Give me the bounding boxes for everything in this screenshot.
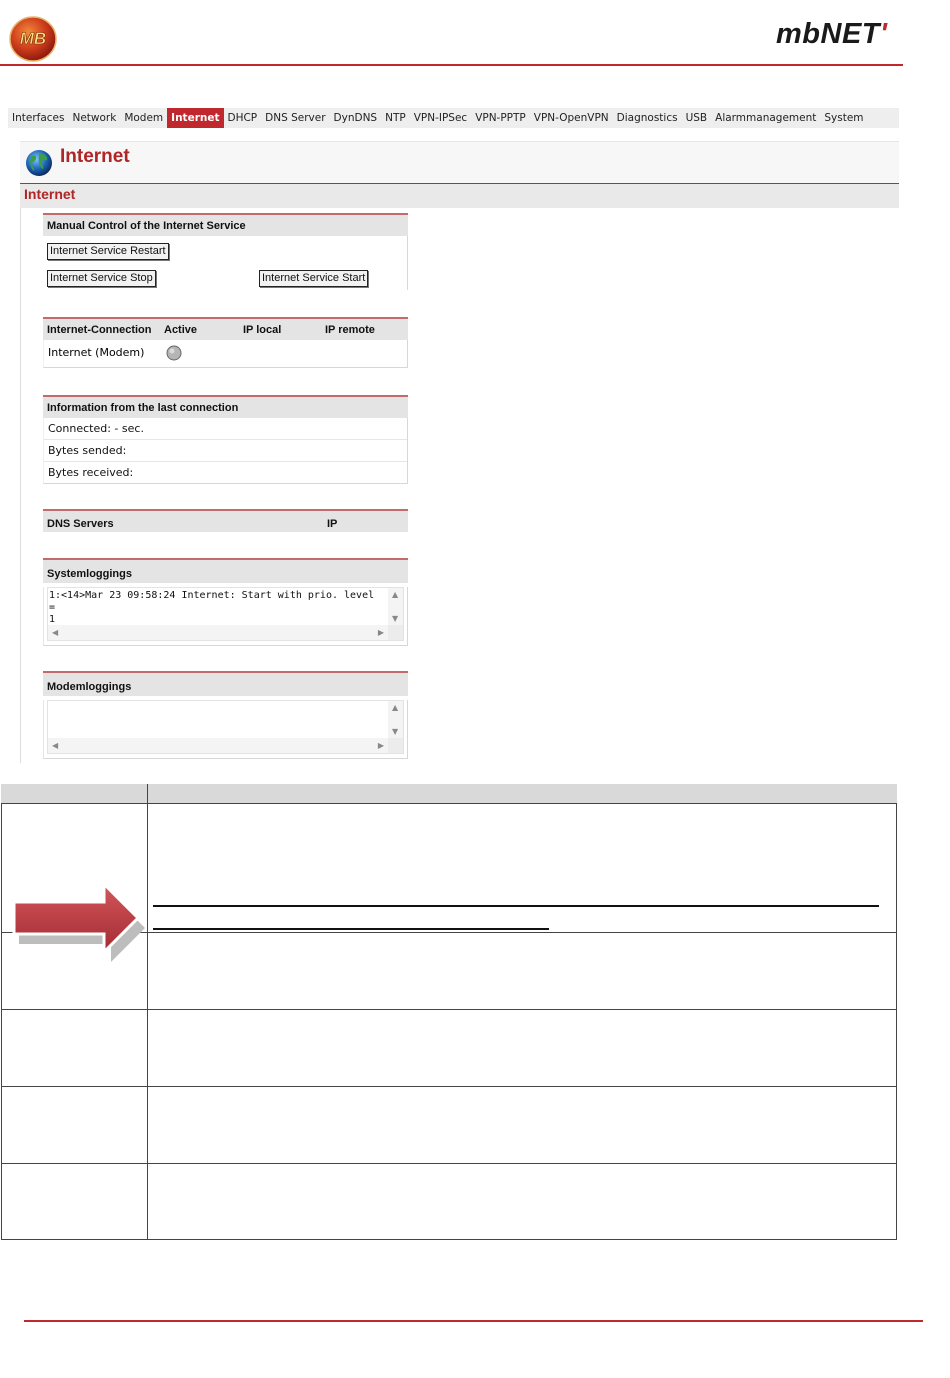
manual-control-heading: Manual Control of the Internet Service [47,220,246,232]
header-divider [0,64,903,66]
systemloggings-heading: Systemloggings [47,568,132,580]
nav-item-dyndns[interactable]: DynDNS [333,112,378,124]
col-ip-remote: IP remote [325,324,375,336]
underline-mark [153,905,879,907]
scroll-up-icon[interactable]: ▲ [392,703,399,712]
horizontal-scrollbar[interactable] [48,738,388,753]
last-connection-heading: Information from the last connection [47,402,239,414]
globe-icon [24,148,54,178]
systemloggings-panel [43,558,408,646]
connected-duration: Connected: - sec. [48,422,144,435]
brand-mark: ' [880,18,888,50]
systemlog-line: 1:<14>Mar 23 09:58:24 Internet: Start with prio. level = [49,590,375,613]
page-header [20,141,899,184]
brand-name: mbNET [776,18,880,50]
modemloggings-textarea[interactable] [47,700,404,754]
scroll-corner [388,625,403,640]
systemloggings-textarea[interactable] [47,587,404,641]
mb-logo-text: MB [19,29,47,48]
col-active: Active [164,324,198,336]
description-table [1,784,897,1240]
nav-item-ntp[interactable]: NTP [385,112,406,124]
list-item [44,462,407,483]
nav-item-interfaces[interactable]: Interfaces [12,112,65,124]
vertical-scrollbar[interactable] [388,588,403,625]
scroll-down-icon[interactable]: ▼ [392,614,399,623]
vertical-scrollbar[interactable] [388,701,403,738]
footer-divider [24,1320,923,1322]
scroll-right-icon[interactable]: ▶ [377,741,384,750]
scroll-down-icon[interactable]: ▼ [392,727,399,736]
nav-item-alarmmanagement[interactable]: Alarmmanagement [715,112,817,124]
restart-button[interactable]: Internet Service Restart [47,243,169,260]
nav-item-usb[interactable]: USB [685,112,708,124]
scroll-left-icon[interactable]: ◀ [52,628,59,637]
connection-table-header [43,319,408,340]
scroll-left-icon[interactable]: ◀ [52,741,59,750]
nav-item-dhcp[interactable]: DHCP [227,112,258,124]
manual-control-panel [43,213,408,290]
connection-name: Internet (Modem) [48,346,145,359]
description-table-header [1,784,897,804]
scroll-up-icon[interactable]: ▲ [392,590,399,599]
nav-item-vpn-ipsec[interactable]: VPN-IPSec [413,112,468,124]
scroll-right-icon[interactable]: ▶ [377,628,384,637]
nav-item-internet[interactable]: Internet [167,108,223,128]
table-row-divider [1,1009,897,1010]
dns-servers-heading: DNS Servers [47,518,114,530]
table-row-divider [1,1163,897,1164]
dns-servers-panel [43,509,408,532]
connection-panel [43,317,408,368]
dns-ip-heading: IP [327,518,338,530]
col-ip-local: IP local [243,324,282,336]
main-nav [8,108,899,128]
modemloggings-heading: Modemloggings [47,681,132,693]
nav-item-diagnostics[interactable]: Diagnostics [616,112,678,124]
table-column-divider [147,784,148,1240]
page-title: Internet [60,146,130,167]
table-row-divider [1,1086,897,1087]
scroll-corner [388,738,403,753]
table-row [43,340,408,368]
bytes-sended: Bytes sended: [48,444,127,457]
underline-mark [153,928,549,930]
stop-button[interactable]: Internet Service Stop [47,270,156,287]
col-internet-connection: Internet-Connection [47,324,152,336]
section-bar [20,184,899,208]
nav-item-vpn-openvpn[interactable]: VPN-OpenVPN [533,112,609,124]
last-connection-panel [43,395,408,484]
nav-item-dns-server[interactable]: DNS Server [265,112,326,124]
section-title: Internet [24,186,76,202]
nav-item-network[interactable]: Network [72,112,117,124]
horizontal-scrollbar[interactable] [48,625,388,640]
modemloggings-panel [43,671,408,759]
nav-item-vpn-pptp[interactable]: VPN-PPTP [475,112,526,124]
list-item [44,418,407,440]
systemlog-line: 1 [49,614,56,625]
start-button[interactable]: Internet Service Start [259,270,368,287]
nav-item-modem[interactable]: Modem [124,112,164,124]
list-item [44,440,407,462]
brand-logo [776,18,926,52]
mb-logo [8,14,58,62]
nav-item-system[interactable]: System [824,112,864,124]
systemlog-text [49,590,383,626]
status-led-icon [165,344,183,362]
bytes-received: Bytes received: [48,466,134,479]
pointer-arrow-icon [8,880,148,964]
